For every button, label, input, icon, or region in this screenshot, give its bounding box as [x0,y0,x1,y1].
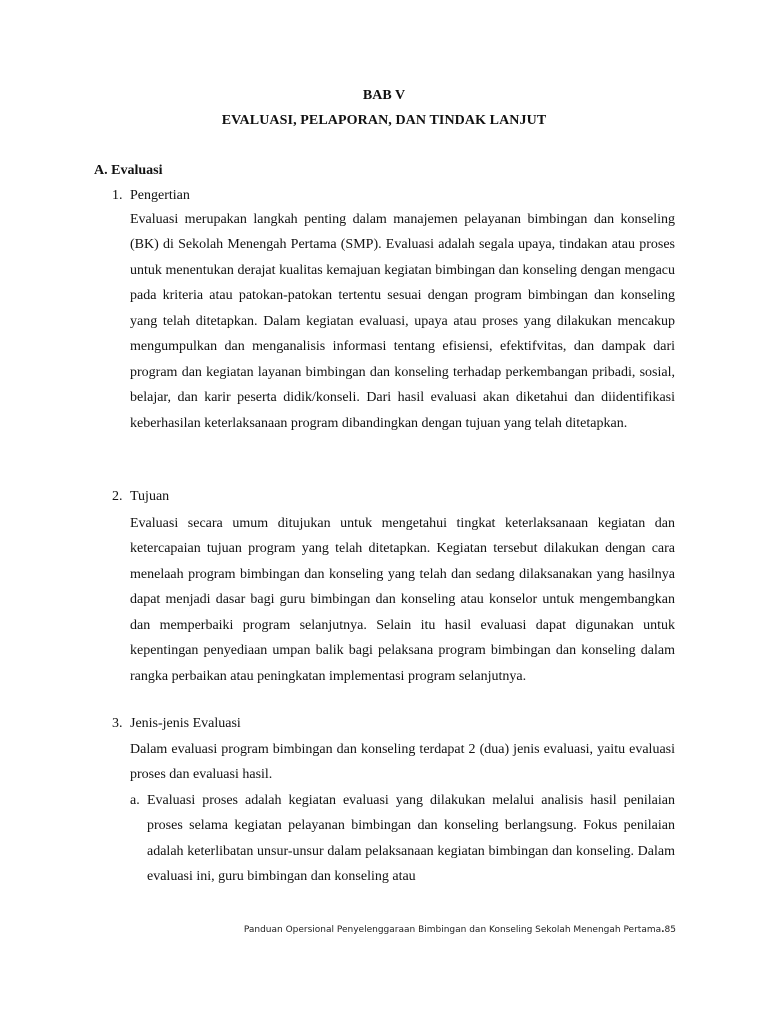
item-number-3: 3. [112,716,123,731]
section-title: A. Evaluasi [94,163,163,178]
paragraph-pengertian: Evaluasi merupakan langkah penting dalam manajemen pelayanan bimbingan dan konseling (BK) di Sekolah Menengah Pertama (SMP). Evaluasi adalah segala upaya, tindakan atau proses untuk menentukan derajat kualitas kemajuan kegiatan bimbingan dan konseling dengan mengacu pada kriteria atau patokan-patokan tertentu sesuai dengan program bimbingan dan konseling yang telah ditetapkan. Dalam kegiatan evaluasi, upaya atau proses yang dilakukan mencakup mengumpulkan dan menganalisis informasi tentang efisiensi, efektifvitas, dan dampak dari program dan kegiatan layanan bimbingan dan konseling terhadap perkembangan pribadi, sosial, belajar, dan karir peserta didik/konseli. Dari hasil evaluasi akan diketahui dan diidentifikasi keberhasilan keterlaksanaan program dibandingkan dengan tujuan yang telah ditetapkan. [130,212,675,431]
footer-separator: . [661,925,665,935]
item-number-1: 1. [112,188,123,203]
paragraph-evaluasi-proses: Evaluasi proses adalah kegiatan evaluasi yang dilakukan melalui analisis hasil penilaian proses selama kegiatan pelayanan bimbingan dan konseling berlangsung. Fokus penilaian adalah keterlibatan unsur-unsur dalam pelaksanaan kegiatan bimbingan dan konseling. Dalam evaluasi ini, guru bimbingan dan konseling atau [147,793,675,885]
paragraph-jenis-evaluasi: Dalam evaluasi program bimbingan dan konseling terdapat 2 (dua) jenis evaluasi, yaitu evaluasi proses dan evaluasi hasil. [130,742,675,783]
chapter-title: EVALUASI, PELAPORAN, DAN TINDAK LANJUT [221,113,547,128]
paragraph-tujuan: Evaluasi secara umum ditujukan untuk mengetahui tingkat keterlaksanaan kegiatan dan ketercapaian tujuan program yang telah ditetapkan. Kegiatan tersebut dilakukan dengan cara menelaah program bimbingan dan konseling yang telah dan sedang dilaksanakan yang hasilnya dapat menjadi dasar bagi guru bimbingan dan konseling atau konselor untuk mengembangkan dan memperbaiki program selanjutnya. Selain itu hasil evaluasi dapat digunakan untuk kepentingan penyediaan umpan balik bagi pelaksana program bimbingan dan konseling dalam rangka perbaikan atau peningkatan implementasi program selanjutnya. [130,516,675,684]
item-number-2: 2. [112,489,123,504]
chapter-number: BAB V [362,88,406,103]
item-heading-jenis-evaluasi: Jenis-jenis Evaluasi [130,716,241,731]
footer-text: Panduan Opersional Penyelenggaraan Bimbingan dan Konseling Sekolah Menengah Pertama [243,925,662,935]
page-footer [244,923,676,937]
item-heading-tujuan: Tujuan [130,489,170,504]
subitem-letter-a: a. [130,793,140,808]
item-heading-pengertian: Pengertian [130,188,190,203]
page-number: 85 [664,925,676,935]
